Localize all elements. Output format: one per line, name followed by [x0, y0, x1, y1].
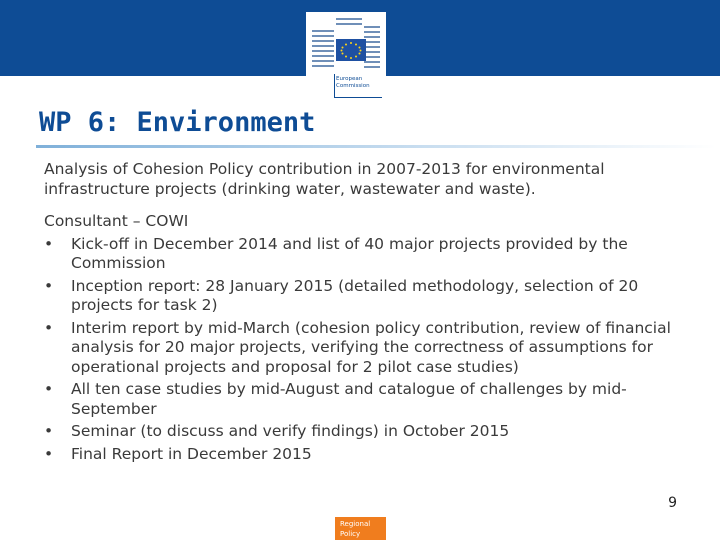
logo-wordmark — [336, 76, 384, 90]
list-item: • Final Report in December 2015 — [44, 445, 684, 465]
badge-line-1: Regional — [340, 520, 371, 528]
badge-line-2: Policy — [340, 530, 361, 538]
title-underline — [36, 145, 716, 148]
regional-policy-badge — [335, 517, 386, 540]
list-item: • Interim report by mid-March (cohesion policy contribution, review of financial analysis for 20 major projects, verifying the correctness of assumptions for operational projects and proposal for 2 pilot case studies) — [44, 319, 684, 378]
slide-title: WP 6: Environment — [39, 107, 316, 138]
list-item: • All ten case studies by mid-August and catalogue of challenges by mid-September — [44, 380, 684, 419]
logo-line-1: European — [336, 76, 363, 82]
consultant-line: Consultant – COWI — [44, 212, 189, 230]
page-number: 9 — [668, 495, 677, 511]
list-item: • Inception report: 28 January 2015 (detailed methodology, selection of 20 projects for task 2) — [44, 277, 684, 316]
logo-line-2: Commission — [336, 83, 370, 89]
badge-text — [340, 519, 370, 539]
intro-paragraph: Analysis of Cohesion Policy contribution in 2007-2013 for environmental infrastructure projects (drinking water, wastewater and waste). — [44, 160, 605, 198]
list-item: • Kick-off in December 2014 and list of 40 major projects provided by the Commission — [44, 235, 684, 274]
milestone-list — [44, 235, 684, 465]
european-commission-logo — [306, 12, 386, 100]
list-item: • Seminar (to discuss and verify findings) in October 2015 — [44, 422, 684, 442]
slide-body — [44, 160, 684, 464]
